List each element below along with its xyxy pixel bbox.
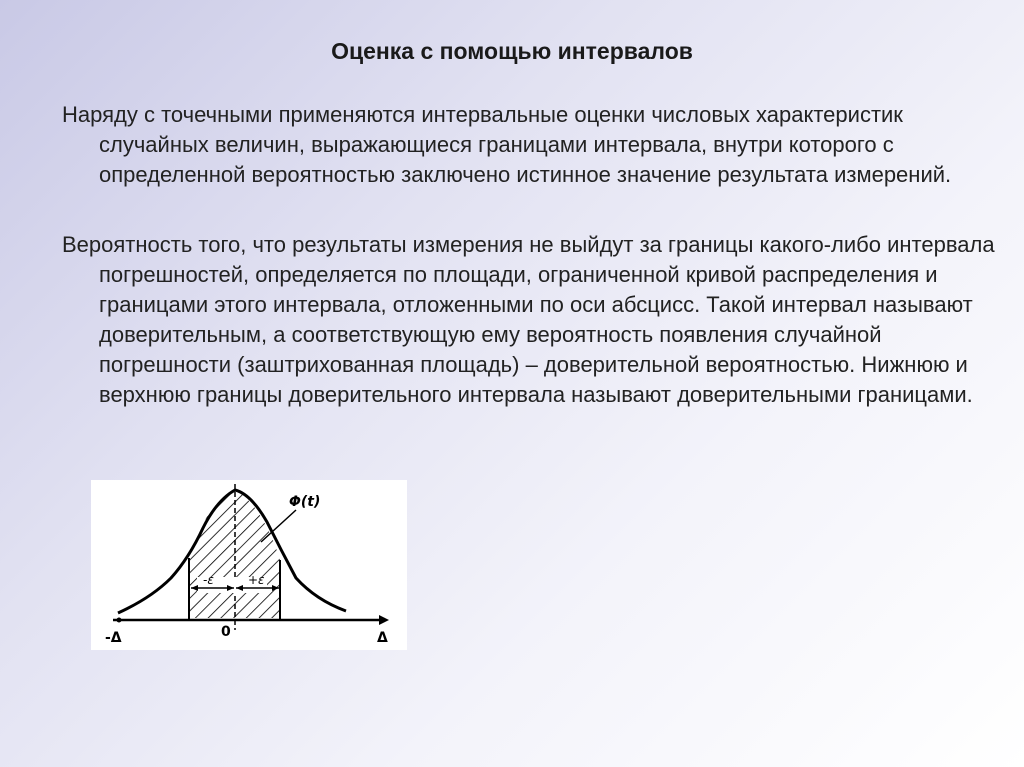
origin-label: 0 <box>221 624 231 640</box>
minus-epsilon-label: -ε <box>203 573 214 587</box>
distribution-diagram <box>91 480 407 650</box>
curve-label-leader <box>261 510 296 542</box>
paragraph-confidence-interval: Вероятность того, что результаты измерения не выйдут за границы какого-либо интервала погрешностей, определяется по площади, ограниченной кривой распределения и границами этого интервала, отложенными по оси абсцисс. Такой интервал называют доверительным, а соответствующую ему вероятность появления случайной погрешности (заштрихованная площадь) – доверительной вероятностью. Нижнюю и верхнюю границы доверительного интервала называют доверительными границами. <box>62 232 995 407</box>
left-axis-label: -Δ <box>105 630 122 646</box>
curve-label: Φ(t) <box>289 494 321 510</box>
distribution-figure <box>91 480 407 650</box>
right-axis-label: Δ <box>377 630 388 646</box>
plus-epsilon-label: +ε <box>248 573 265 587</box>
paragraph-point-vs-interval: Наряду с точечными применяются интервальные оценки числовых характеристик случайных величин, выражающиеся границами интервала, внутри которого с определенной вероятностью заключено истинное значение результата измерений. <box>62 102 952 187</box>
slide-title: Оценка с помощью интервалов <box>331 38 693 64</box>
